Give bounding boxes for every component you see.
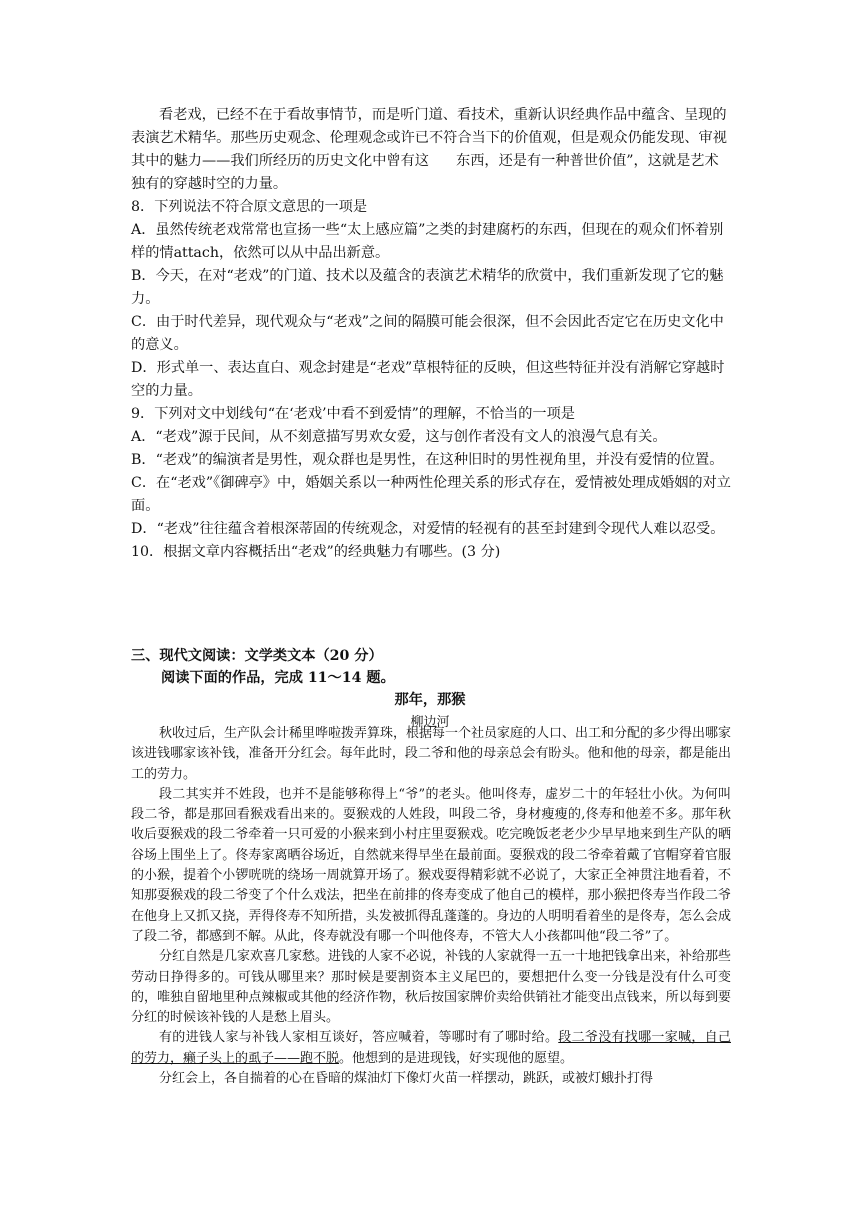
story-paragraph-5: 分红会上，各自揣着的心在昏暗的煤油灯下像灯火苗一样摆动，跳跃，或被灯蛾扑打得 <box>159 1071 654 1087</box>
question-8-option-b: B．今天，在对“老戏”的门道、技术以及蕴含的表演艺术精华的欣赏中，我们重新发现了它的魅力。 <box>131 268 724 307</box>
story-paragraph-2: 段二其实并不姓段，也并不是能够称得上“爷”的老头。他叫佟寿，虚岁二十的年轻壮小伙。为何叫段二爷，都是那回看猴戏看出来的。耍猴戏的人姓段，叫段二爷，身材瘦瘦的,佟寿和他差不多。那年秋收后耍猴戏的段二爷牵着一只可爱的小猴来到小村庄里耍猴戏。吃完晚饭老老少少早早地来到生产队的晒谷场上围坐上了。佟寿家离晒谷场近，自然就来得早坐在最前面。耍猴戏的段二爷牵着戴了官帽穿着官服的小猴，提着个小锣咣咣的绕场一周就算开场了。猴戏耍得精彩就不必说了，大家正全神贯注地看着，不知那耍猴戏的段二爷变了个什么戏法，把坐在前排的佟寿变成了他自己的模样，那小猴把佟寿当作段二爷在他身上又抓又挠，弄得佟寿不知所措，头发被抓得乱蓬蓬的。身边的人明明看着坐的是佟寿，怎么会成了段二爷，都感到不解。从此，佟寿就没有哪一个叫他佟寿，不管大人小孩都叫他“段二爷”了。 <box>131 786 731 944</box>
intro-text-start: 看老戏，已经不在于看故事情节，而是听门道、看技术，重新认识经典作品中蕴含、呈现的表演艺术精华。那些历史观念、伦理观念或许已不符合当下的价值观，但是观众仍能发现、审视其中的魅力——我们所经历的历史文化中曾有这 <box>131 107 727 169</box>
underlined-sentence: 段二爷没有找哪一家喊，自己的劳力，癞子头上的虱子——跑不脱 <box>131 1030 731 1066</box>
story-paragraph-3: 分红自然是几家欢喜几家愁。进钱的人家不必说，补钱的人家就得一五一十地把钱拿出来，补给那些劳动日挣得多的。可钱从哪里来？那时候是要割资本主义尾巴的，要想把什么变一分钱是没有什么可变的，唯独自留地里种点辣椒或其他的经济作物，秋后按国家牌价卖给供销社才能变出点钱来，所以每到要分红的时候该补钱的人是愁上眉头。 <box>131 949 732 1026</box>
question-8-stem: 8．下列说法不符合原文意思的一项是 <box>131 199 368 215</box>
question-10: 10．根据文章内容概括出“老戏”的经典魅力有哪些。(3 分) <box>131 544 501 560</box>
story-paragraph-4-end: 。他想到的是进现钱，好实现他的愿望。 <box>339 1050 574 1066</box>
story-paragraph-4 <box>131 1028 731 1069</box>
intro-text-end: 东西，还是有一种普世价值”，这就是艺术独有的穿越时空的力量。 <box>131 153 719 192</box>
section-three-heading: 三、现代文阅读：文学类文本（20 分） <box>131 648 383 664</box>
question-8-option-d: D．形式单一、表达直白、观念封建是“老戏”草根特征的反映，但这些特征并没有消解它穿越时空的力量。 <box>131 360 725 399</box>
story-paragraph-1: 秋收过后，生产队会计稀里哗啦拨弄算珠，根据每一个社员家庭的人口、出工和分配的多少得出哪家该进钱哪家该补钱，准备开分红会。每年此时，段二爷和他的母亲总会有盼头。他和他的母亲，都是能出工的劳力。 <box>131 726 732 782</box>
question-9-option-d: D．“老戏”往往蕴含着根深蒂固的传统观念，对爱情的轻视有的甚至封建到令现代人难以忍受。 <box>131 521 725 537</box>
question-8-option-a: A．虽然传统老戏常常也宣扬一些“太上感应篇”之类的封建腐朽的东西，但现在的观众们怀着别样的情attach，依然可以从中品出新意。 <box>131 222 724 261</box>
story-body <box>131 724 731 1089</box>
section-three-instruction: 阅读下面的作品，完成 11～14 题。 <box>161 670 395 686</box>
story-title: 那年，那猴 <box>394 692 466 708</box>
section-two-continued <box>131 104 731 564</box>
question-8-option-c: C．由于时代差异，现代观众与“老戏”之间的隔膜可能会很深，但不会因此否定它在历史文化中的意义。 <box>131 314 724 353</box>
question-9-stem: 9．下列对文中划线句“在‘老戏’中看不到爱情”的理解，不恰当的一项是 <box>131 406 575 422</box>
intro-paragraph <box>131 104 731 196</box>
question-9-option-c: C．在“老戏”《御碑亭》中，婚姻关系以一种两性伦理关系的形式存在，爱情被处理成婚姻的对立面。 <box>131 475 731 514</box>
story-paragraph-4-start: 有的进钱人家与补钱人家相互谈好，答应喊着，等哪时有了哪时给。 <box>159 1030 559 1046</box>
story-author: 柳边河 <box>410 715 450 730</box>
question-9-option-a: A．“老戏”源于民间，从不刻意描写男欢女爱，这与创作者没有文人的浪漫气息有关。 <box>131 429 667 445</box>
question-9-option-b: B．“老戏”的编演者是男性，观众群也是男性，在这种旧时的男性视角里，并没有爱情的位置。 <box>131 452 724 468</box>
